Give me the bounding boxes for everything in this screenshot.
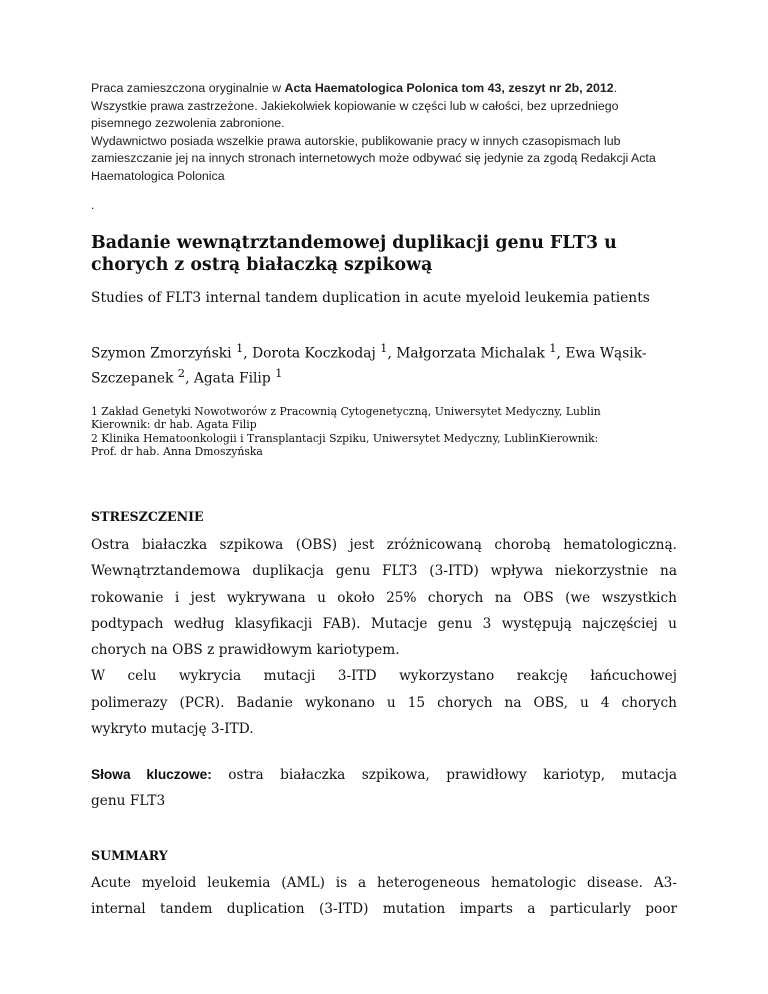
notice-line-2: Wszystkie prawa zastrzeżone. Jakiekolwiek kopiowanie w części lub w całości, bez uprzedniego pisemnego zezwolenia zabronione. bbox=[91, 98, 619, 131]
summary-body bbox=[91, 870, 677, 923]
copyright-notice bbox=[91, 80, 681, 186]
affiliation-line: Prof. dr hab. Anna Dmoszyńska bbox=[91, 445, 263, 459]
author-5: Agata Filip bbox=[193, 370, 271, 387]
author-list: Szymon Zmorzyński $^1$, Dorota Koczkodaj $^1$, Małgorzata Michalak $^1$, Ewa Wąsik-Szczepanek $^2$, Agata Filip $^1$ bbox=[91, 341, 647, 387]
abstract-line: Ostra białaczka szpikowa (OBS) jest zróżnicowaną chorobą hematologiczną. bbox=[91, 537, 677, 553]
author-2-affiliation: 1 bbox=[380, 341, 388, 355]
abstract-line: polimerazy (PCR). Badanie wykonano u 15 chorych na OBS, u 4 chorych bbox=[91, 694, 677, 711]
abstract-line: podtypach według klasyfikacji FAB). Mutacje genu 3 występują najczęściej u bbox=[91, 615, 677, 632]
affiliation-line: 2 Klinika Hematoonkologii i Transplantacji Szpiku, Uniwersytet Medyczny, LublinKierownik: bbox=[91, 431, 599, 445]
affiliation-line: Kierownik: dr hab. Agata Filip bbox=[91, 418, 257, 432]
abstract-line: rokowanie i jest wykrywana u około 25% chorych na OBS (we wszystkich bbox=[91, 589, 677, 606]
author-2: Dorota Koczkodaj bbox=[252, 345, 376, 362]
author-1-affiliation: 1 bbox=[235, 341, 244, 355]
author-4-affiliation: 2 bbox=[177, 366, 186, 381]
affiliation-line: 1 Zakład Genetyki Nowotworów z Pracownią Cytogenetyczną, Uniwersytet Medyczny, Lublin bbox=[91, 405, 601, 418]
abstract-line: Wewnątrztandemowa duplikacja genu FLT3 (3-ITD) wpływa niekorzystnie na bbox=[91, 563, 677, 580]
affiliations bbox=[91, 405, 691, 459]
article-title: Badanie wewnątrztandemowej duplikacji genu FLT3 u chorych z ostrą białaczką szpikową bbox=[91, 233, 617, 275]
keywords-label: Słowa kluczowe: bbox=[91, 767, 212, 782]
keywords-text: ostra białaczka szpikowa, prawidłowy kariotyp, mutacja bbox=[228, 767, 678, 783]
author-3: Małgorzata Michalak bbox=[396, 345, 545, 362]
abstract-line: chorych na OBS z prawidłowym kariotypem. bbox=[91, 642, 400, 659]
streszczenie-body bbox=[91, 532, 677, 742]
keywords-text: genu FLT3 bbox=[91, 793, 166, 810]
summary-line: Acute myeloid leukemia (AML) is a heterogeneous hematologic disease. A3- bbox=[91, 875, 677, 891]
abstract-line: W celu wykrycia mutacji 3-ITD wykorzystano reakcję łańcuchowej bbox=[91, 668, 677, 685]
author-3-affiliation: 1 bbox=[549, 341, 557, 355]
summary-line: internal tandem duplication (3-ITD) mutation imparts a particularly poor bbox=[91, 901, 677, 918]
notice-line-3: Wydawnictwo posiada wszelkie prawa autorskie, publikowanie pracy w innych czasopismach lub zamieszczanie jej na innych stronach internetowych może odbywać się jedynie za zgodą Redakcji Acta Haematologica Polonica bbox=[91, 133, 656, 183]
streszczenie-heading: STRESZCZENIE bbox=[91, 509, 204, 524]
author-4: Ewa Wąsik-Szczepanek bbox=[91, 345, 647, 387]
abstract-line: wykryto mutację 3-ITD. bbox=[91, 721, 254, 738]
notice-line-1: Praca zamieszczona oryginalnie w Acta Haematologica Polonica tom 43, zeszyt nr 2b, 2012. bbox=[91, 81, 618, 95]
summary-heading: SUMMARY bbox=[91, 848, 168, 863]
author-5-affiliation: 1 bbox=[275, 366, 283, 381]
article-subtitle: Studies of FLT3 internal tandem duplication in acute myeloid leukemia patients bbox=[91, 290, 650, 306]
separator-dot: . bbox=[91, 198, 95, 212]
author-1: Szymon Zmorzyński bbox=[91, 345, 232, 362]
keywords bbox=[91, 762, 677, 815]
journal-name: Acta Haematologica Polonica tom 43, zeszyt nr 2b, 2012 bbox=[284, 81, 614, 95]
